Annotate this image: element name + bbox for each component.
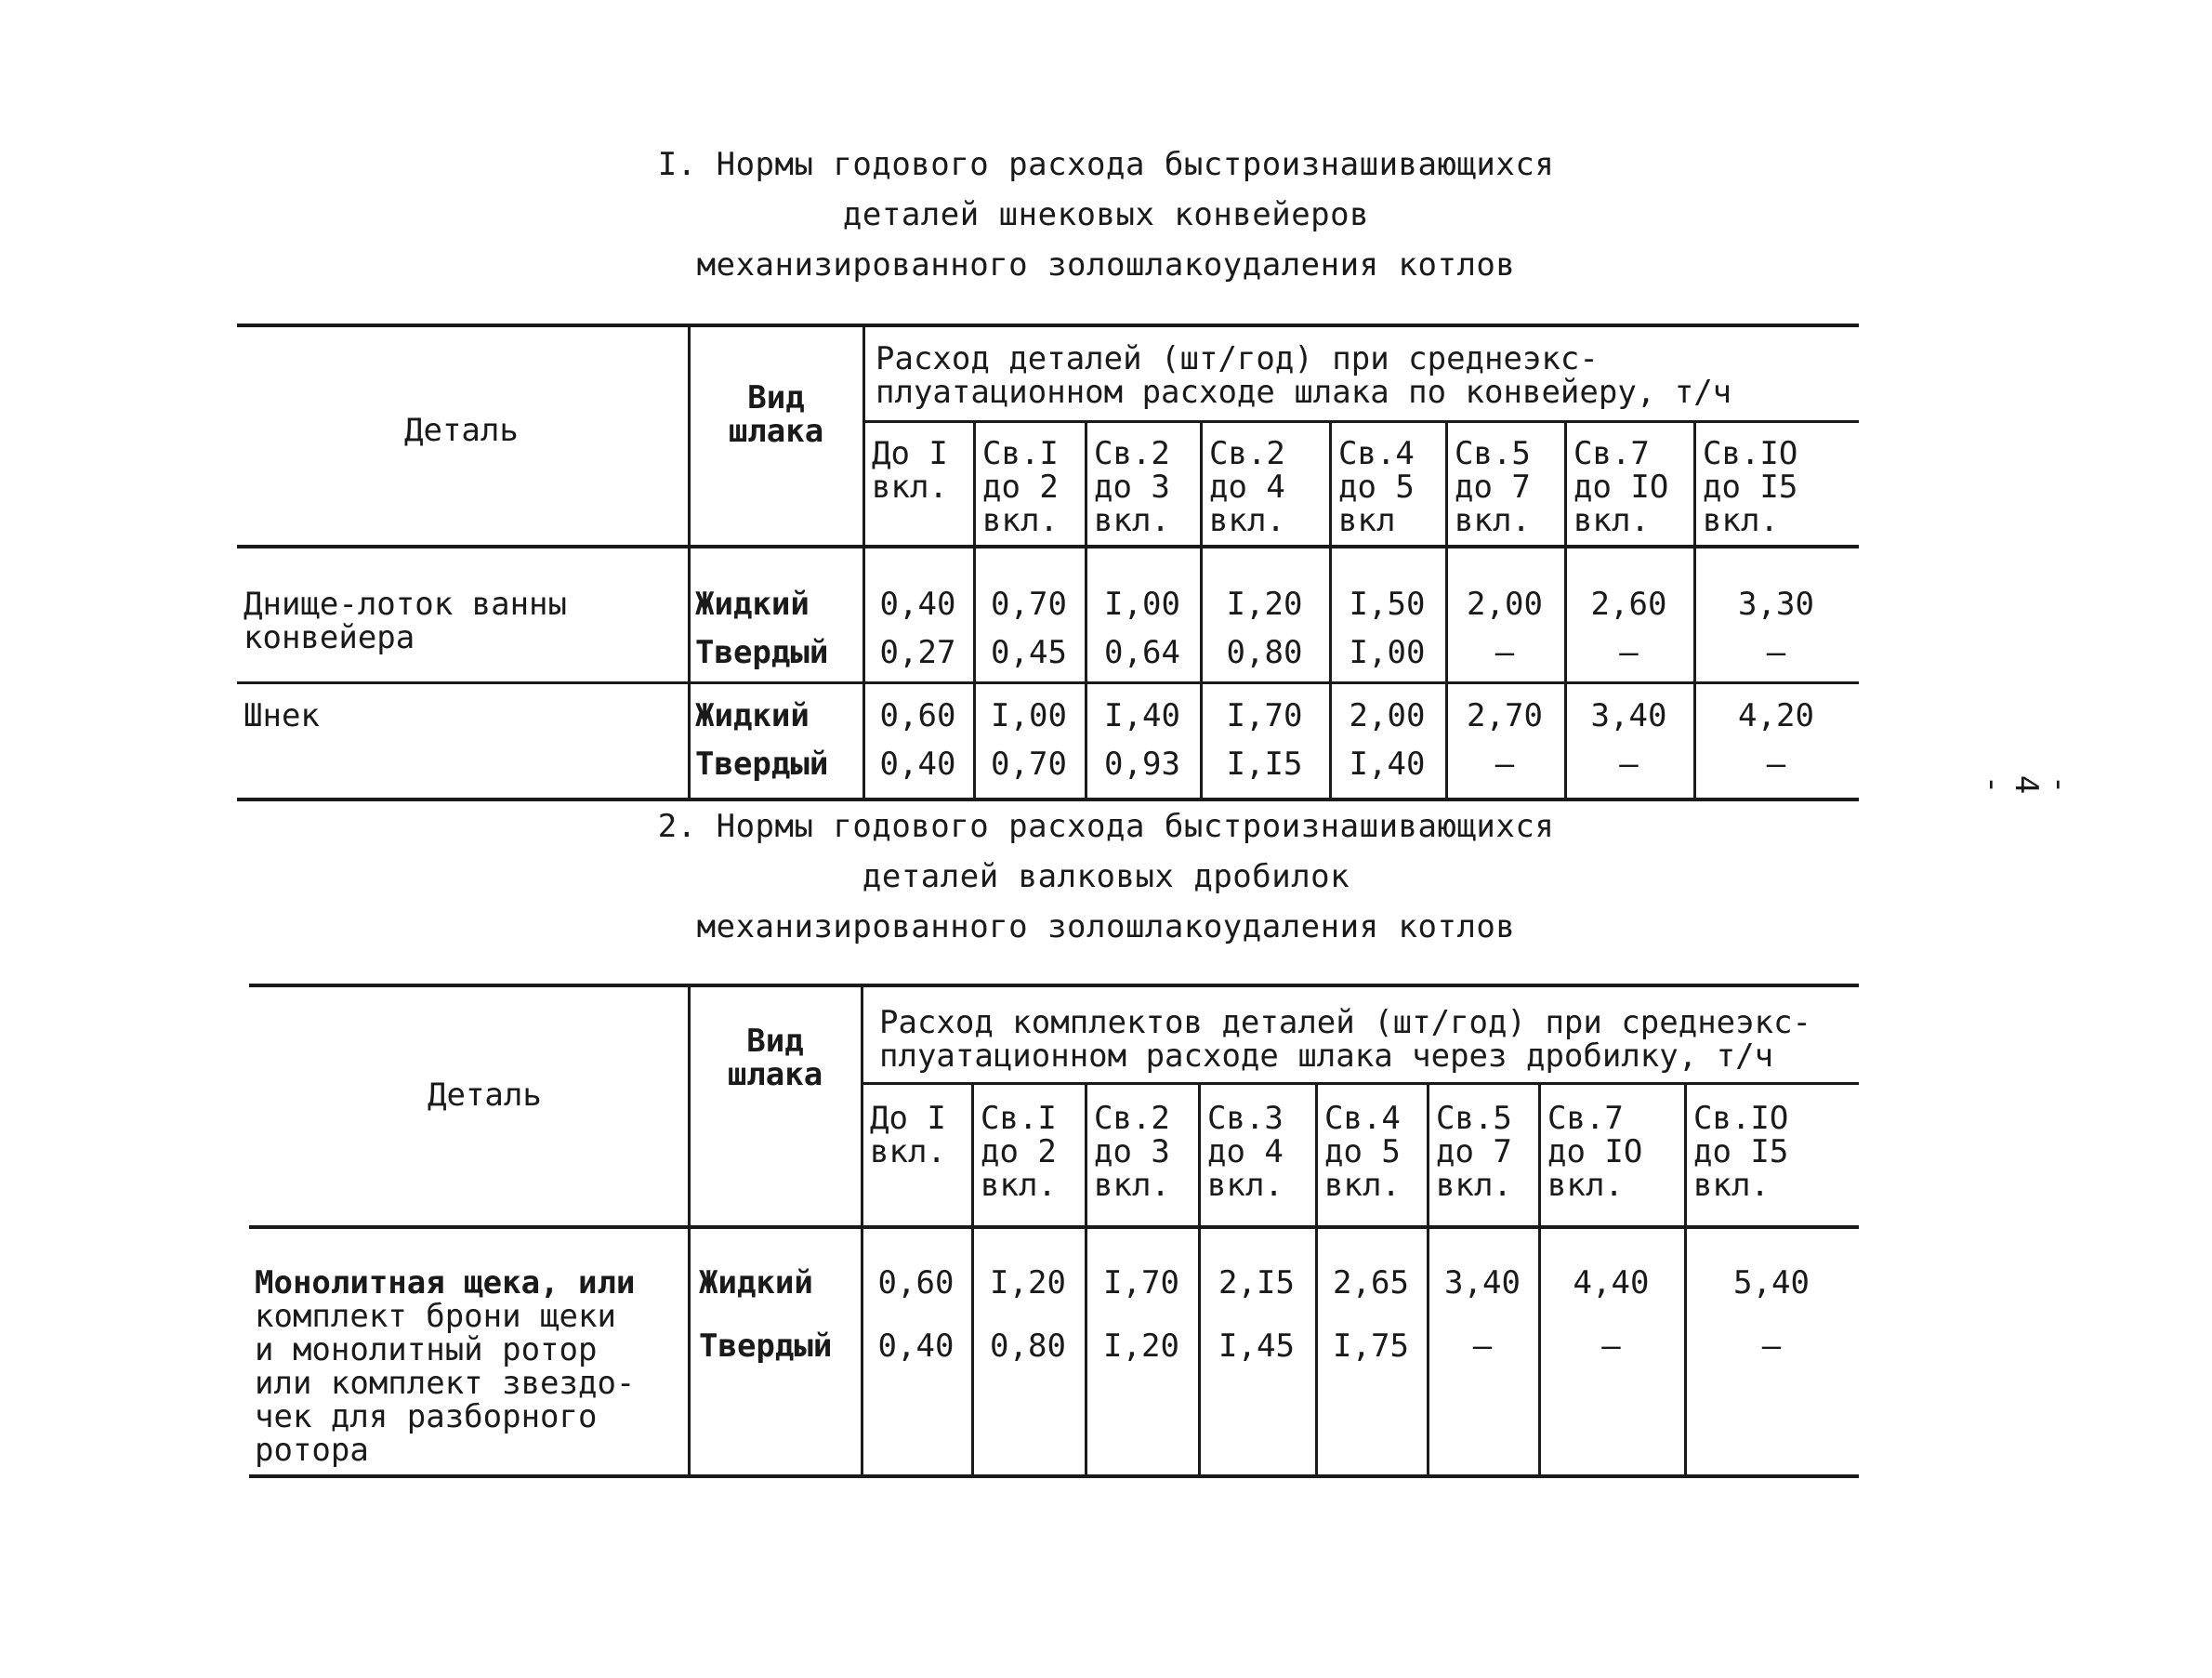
value-cell: 0,40 [879,746,956,783]
table2-header-consumption-line: Расход комплектов деталей (шт/год) при среднеэкс- [879,1004,1812,1041]
slag-type-cell: Твердый [699,1328,833,1365]
range-header-line: вкл. [1209,502,1285,539]
range-header-line: вкл. [870,1133,946,1170]
range-header-line: вкл. [1693,1167,1770,1204]
value-cell: I,45 [1218,1328,1295,1365]
table2-bottom-rule [249,1474,1859,1478]
table1-title-line: деталей шнековых конвейеров [842,196,1370,233]
range-header-line: До I [870,1100,946,1137]
range-header-line: до I5 [1703,469,1798,506]
value-cell: 0,80 [990,1328,1066,1365]
range-header-line: До I [872,435,948,472]
table2-header-slag-type: Вид шлака [727,1023,823,1093]
table2-row-detail-line: и монолитный ротор [255,1331,598,1368]
value-cell: 0,60 [877,1264,955,1301]
value-cell: I,00 [1349,634,1426,671]
range-header-line: вкл. [1094,502,1170,539]
value-cell: I,00 [991,697,1067,734]
table2-row-detail-line: Монолитная щека, или [255,1264,636,1301]
value-cell: – [1619,634,1639,671]
slag-type-cell: Жидкий [699,1264,813,1301]
value-cell: – [1494,746,1515,783]
value-cell: 3,40 [1590,697,1667,734]
range-header-line: до IO [1547,1133,1643,1170]
range-header-line: Св.IO [1693,1100,1789,1137]
table2-title-line: механизированного золошлакоудаления котлов [696,908,1516,945]
range-header-line: вкл [1338,502,1396,539]
value-cell: 2,00 [1467,586,1543,623]
value-cell: 0,40 [877,1328,955,1365]
range-header-line: до 2 [981,1133,1057,1170]
range-header-line: вкл. [1436,1167,1512,1204]
range-header-line: до 7 [1455,469,1531,506]
value-cell: I,75 [1333,1328,1409,1365]
range-header-line: до 7 [1436,1133,1512,1170]
range-header-line: до I5 [1693,1133,1789,1170]
value-cell: 2,70 [1467,697,1543,734]
range-header-line: вкл. [981,1167,1057,1204]
value-cell: I,50 [1349,586,1426,623]
range-header-line: до IO [1573,469,1669,506]
range-header-line: вкл. [1455,502,1531,539]
table1-row-detail-line: конвейера [244,619,415,656]
value-cell: I,40 [1104,697,1180,734]
table1-header-detail: Деталь [404,412,519,449]
page-number: - 4 - [1974,774,2078,795]
value-cell: 3,40 [1444,1264,1521,1301]
value-cell: – [1619,746,1639,783]
value-cell: – [1761,1328,1782,1365]
table1-header-consumption-line: плуатационном расходе шлака по конвейеру, т/ч [876,374,1732,411]
table1-title [0,139,2212,290]
value-cell: 0,27 [879,634,956,671]
slag-type-cell: Жидкий [695,697,810,734]
range-header-line: вкл. [1703,502,1779,539]
range-header-line: Св.4 [1324,1100,1401,1137]
table2-row-detail-line: ротора [255,1432,369,1469]
value-cell: – [1766,746,1786,783]
range-header-line: до 4 [1207,1133,1284,1170]
value-cell: I,00 [1104,586,1180,623]
value-cell: I,20 [990,1264,1066,1301]
value-cell: 0,80 [1226,634,1303,671]
value-cell: 2,I5 [1218,1264,1295,1301]
range-header-line: до 5 [1324,1133,1401,1170]
table1-title-line: I. Нормы годового расхода быстроизнашивающихся [657,146,1555,183]
table1-row-rule [237,681,1859,684]
range-header-line: Св.7 [1547,1100,1624,1137]
value-cell: 0,45 [991,634,1067,671]
table1-title-line: механизированного золошлакоудаления котлов [696,246,1516,284]
slag-type-cell: Твердый [695,634,829,671]
range-header-line: до 3 [1094,469,1170,506]
value-cell: 5,40 [1733,1264,1810,1301]
table2-header-bottom-rule [249,1225,1859,1229]
slag-type-cell: Твердый [695,746,829,783]
table1-top-rule [237,324,1859,327]
value-cell: 0,93 [1104,746,1180,783]
value-cell: 0,70 [991,586,1067,623]
range-header-line: до 3 [1094,1133,1170,1170]
value-cell: I,70 [1226,697,1303,734]
table2-title-line: деталей валковых дробилок [862,858,1350,895]
range-header-line: Св.2 [1094,435,1170,472]
range-header-line: вкл. [1094,1167,1170,1204]
table2-header-consumption-line: плуатационном расходе шлака через дробилку, т/ч [879,1037,1774,1075]
value-cell: I,I5 [1226,746,1303,783]
value-cell: I,20 [1226,586,1303,623]
value-cell: 3,30 [1738,586,1814,623]
table1-row-detail-line: Шнек [244,697,320,734]
value-cell: – [1472,1328,1493,1365]
value-cell: – [1601,1328,1621,1365]
range-header-line: вкл. [872,469,948,506]
table2-row-detail-line: или комплект звездо- [255,1365,636,1402]
value-cell: 0,60 [879,697,956,734]
range-header-line: Св.7 [1573,435,1650,472]
table1-row-detail-line: Днище-лоток ванны [244,586,567,623]
range-header-line: Св.4 [1338,435,1415,472]
table2-title [0,801,2212,952]
range-header-line: вкл. [1573,502,1650,539]
range-header-line: Св.2 [1209,435,1285,472]
range-header-line: Св.IO [1703,435,1798,472]
range-header-line: вкл. [1207,1167,1284,1204]
table2-top-rule [249,984,1859,987]
table2-col-rule [688,984,691,1476]
range-header-line: вкл. [982,502,1059,539]
value-cell: 0,40 [879,586,956,623]
value-cell: 2,65 [1333,1264,1409,1301]
table1-header-consumption-line: Расход деталей (шт/год) при среднеэкс- [876,340,1599,377]
table2-subheader-rule [861,1082,1859,1085]
range-header-line: до 2 [982,469,1059,506]
table2-header-detail: Деталь [428,1077,542,1114]
value-cell: – [1766,634,1786,671]
table1-subheader-rule [862,420,1859,423]
range-header-line: вкл. [1324,1167,1401,1204]
table2-row-detail-line: комплект брони щеки [255,1298,616,1335]
range-header-line: Св.I [981,1100,1057,1137]
table1-header-bottom-rule [237,545,1859,548]
value-cell: 0,70 [991,746,1067,783]
value-cell: 2,00 [1349,697,1426,734]
table2-row-detail-line: чек для разборного [255,1398,598,1435]
value-cell: 0,64 [1104,634,1180,671]
value-cell: I,40 [1349,746,1426,783]
range-header-line: вкл. [1547,1167,1624,1204]
table1-col-rule [688,324,691,799]
table2-title-line: 2. Нормы годового расхода быстроизнашивающихся [657,808,1555,845]
range-header-line: Св.3 [1207,1100,1284,1137]
range-header-line: Св.2 [1094,1100,1170,1137]
value-cell: I,20 [1103,1328,1179,1365]
value-cell: 4,40 [1573,1264,1650,1301]
range-header-line: до 4 [1209,469,1285,506]
value-cell: 4,20 [1738,697,1814,734]
value-cell: – [1494,634,1515,671]
table1-header-slag-type: Вид шлака [728,379,824,450]
range-header-line: Св.5 [1436,1100,1512,1137]
slag-type-cell: Жидкий [695,586,810,623]
range-header-line: Св.I [982,435,1059,472]
table2-col-rule [861,984,863,1476]
value-cell: 2,60 [1590,586,1667,623]
range-header-line: до 5 [1338,469,1415,506]
range-header-line: Св.5 [1455,435,1531,472]
value-cell: I,70 [1103,1264,1179,1301]
